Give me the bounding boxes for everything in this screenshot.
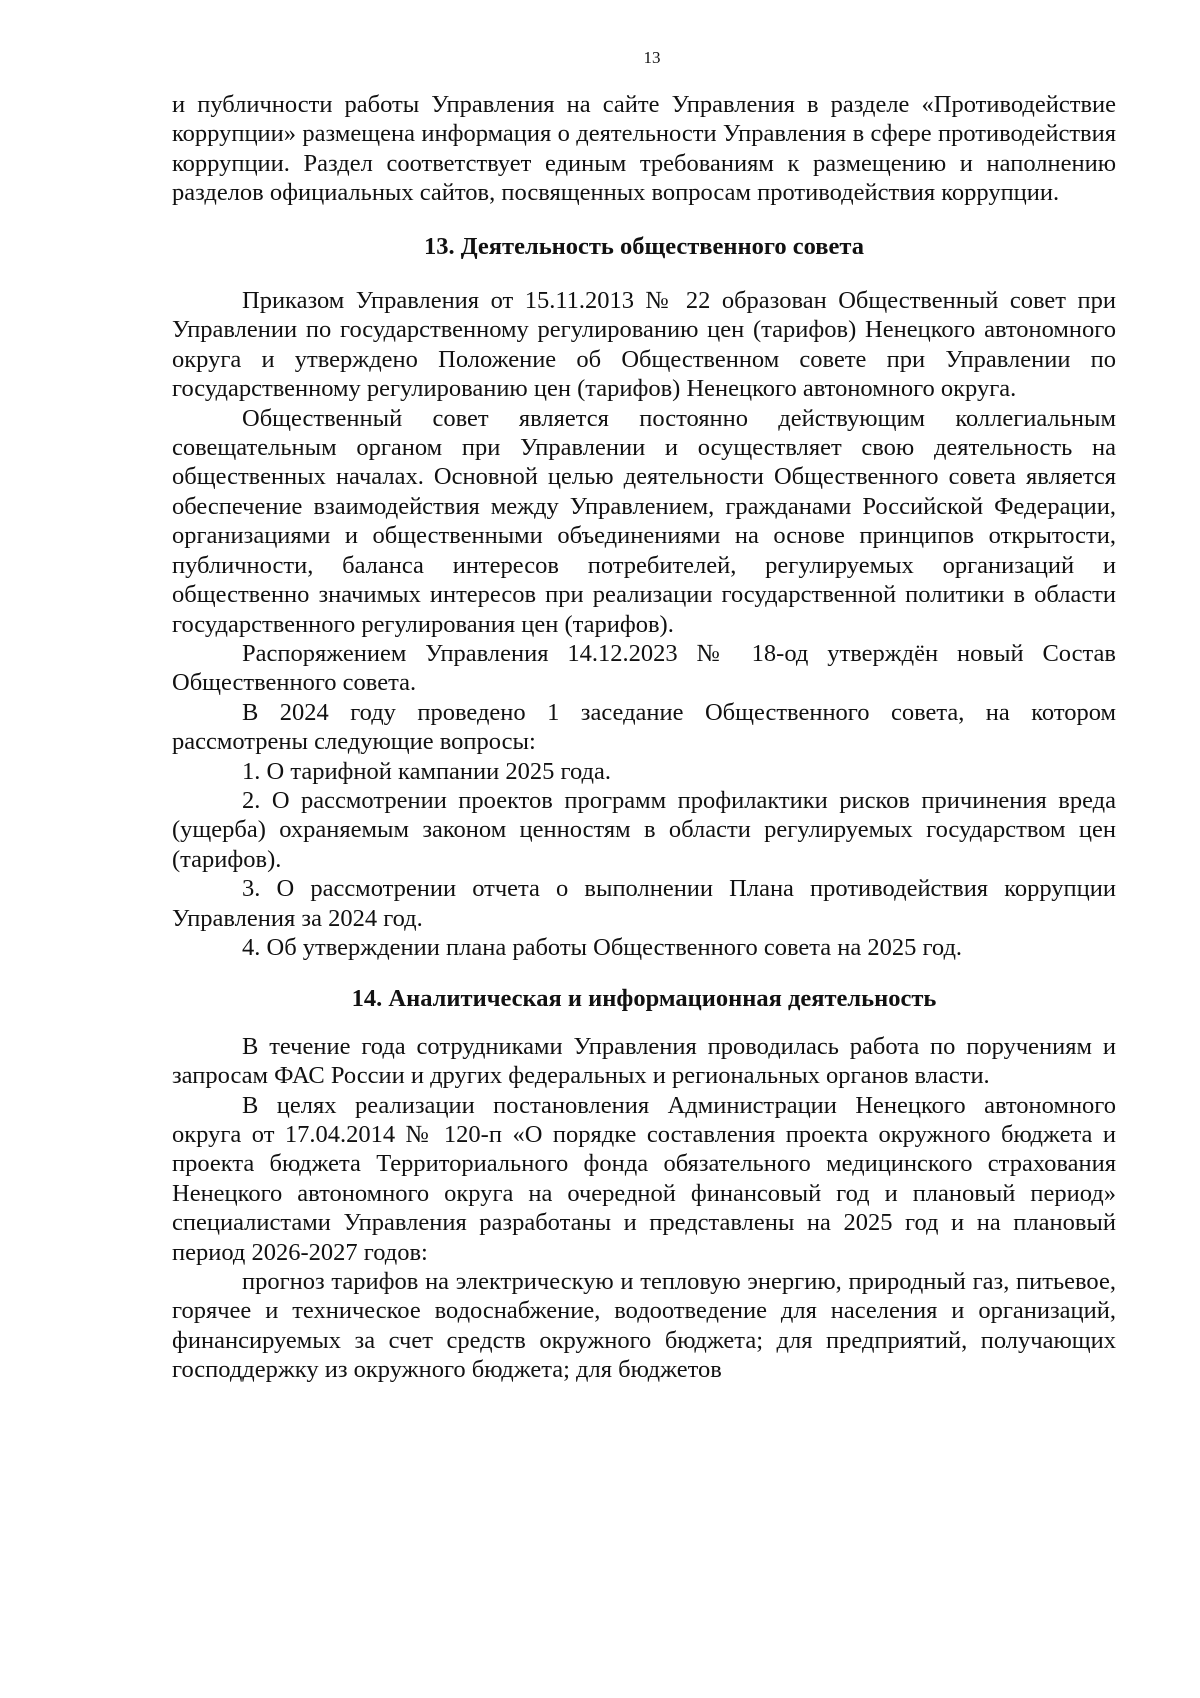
section-14-paragraph-3: прогноз тарифов на электрическую и тепловую энергию, природный газ, питьевое, горячее и техническое водоснабжение, водоотведение для населения и организаций, финансируемых за счет средств окружного бюджета; для предприятий, получающих господдержку из окружного бюджета; для бюджетов <box>172 1268 1116 1384</box>
section-14-paragraph-2: В целях реализации постановления Администрации Ненецкого автономного округа от 17.04.2014 № 120-п «О порядке составления проекта окружного бюджета и проекта бюджета Территориального фонда обязательного медицинского страхования Ненецкого автономного округа на очередной финансовый год и плановый период» специалистами Управления разработаны и представлены на 2025 год и на плановый период 2026-2027 годов: <box>172 1091 1116 1266</box>
agenda-item-2: 2. О рассмотрении проектов программ профилактики рисков причинения вреда (ущерба) охраняемым законом ценностям в области регулируемых государством цен (тарифов). <box>172 786 1116 873</box>
agenda-item-1: 1. О тарифной кампании 2025 года. <box>242 757 611 785</box>
section-13-paragraph-4: В 2024 году проведено 1 заседание Общественного совета, на котором рассмотрены следующие вопросы: <box>172 698 1116 756</box>
section-13-paragraph-3: Распоряжением Управления 14.12.2023 № 18-од утверждён новый Состав Общественного совета. <box>172 639 1116 697</box>
page-number: 13 <box>643 48 661 67</box>
agenda-item-3: 3. О рассмотрении отчета о выполнении Плана противодействия коррупции Управления за 2024 год. <box>172 875 1116 932</box>
section-13-paragraph-2: Общественный совет является постоянно действующим коллегиальным совещательным органом при Управлении и осуществляет свою деятельность на общественных началах. Основной целью деятельности Общественного совета является обеспечение взаимодействия между Управлением, гражданами Российской Федерации, организациями и общественными объединениями на основе принципов открытости, публичности, баланса интересов потребителей, регулируемых организаций и общественно значимых интересов при реализации государственной политики в области государственного регулирования цен (тарифов). <box>172 404 1116 638</box>
document-page <box>172 44 1116 1385</box>
intro-paragraph: и публичности работы Управления на сайте Управления в разделе «Противодействие коррупции» размещена информация о деятельности Управления в сфере противодействия коррупции. Раздел соответствует единым требованиям к размещению и наполнению разделов официальных сайтов, посвященных вопросам противодействия коррупции. <box>172 91 1116 207</box>
section-13-paragraph-1: Приказом Управления от 15.11.2013 № 22 образован Общественный совет при Управлении по государственному регулированию цен (тарифов) Ненецкого автономного округа и утверждено Положение об Общественном совете при Управлении по государственному регулированию цен (тарифов) Ненецкого автономного округа. <box>172 287 1116 403</box>
agenda-item-4: 4. Об утверждении плана работы Общественного совета на 2025 год. <box>242 933 963 961</box>
section-14-paragraph-1: В течение года сотрудниками Управления проводилась работа по поручениям и запросам ФАС России и других федеральных и региональных органов власти. <box>172 1032 1116 1090</box>
section-13-heading: 13. Деятельность общественного совета <box>424 232 864 260</box>
section-14-heading: 14. Аналитическая и информационная деятельность <box>351 985 937 1013</box>
